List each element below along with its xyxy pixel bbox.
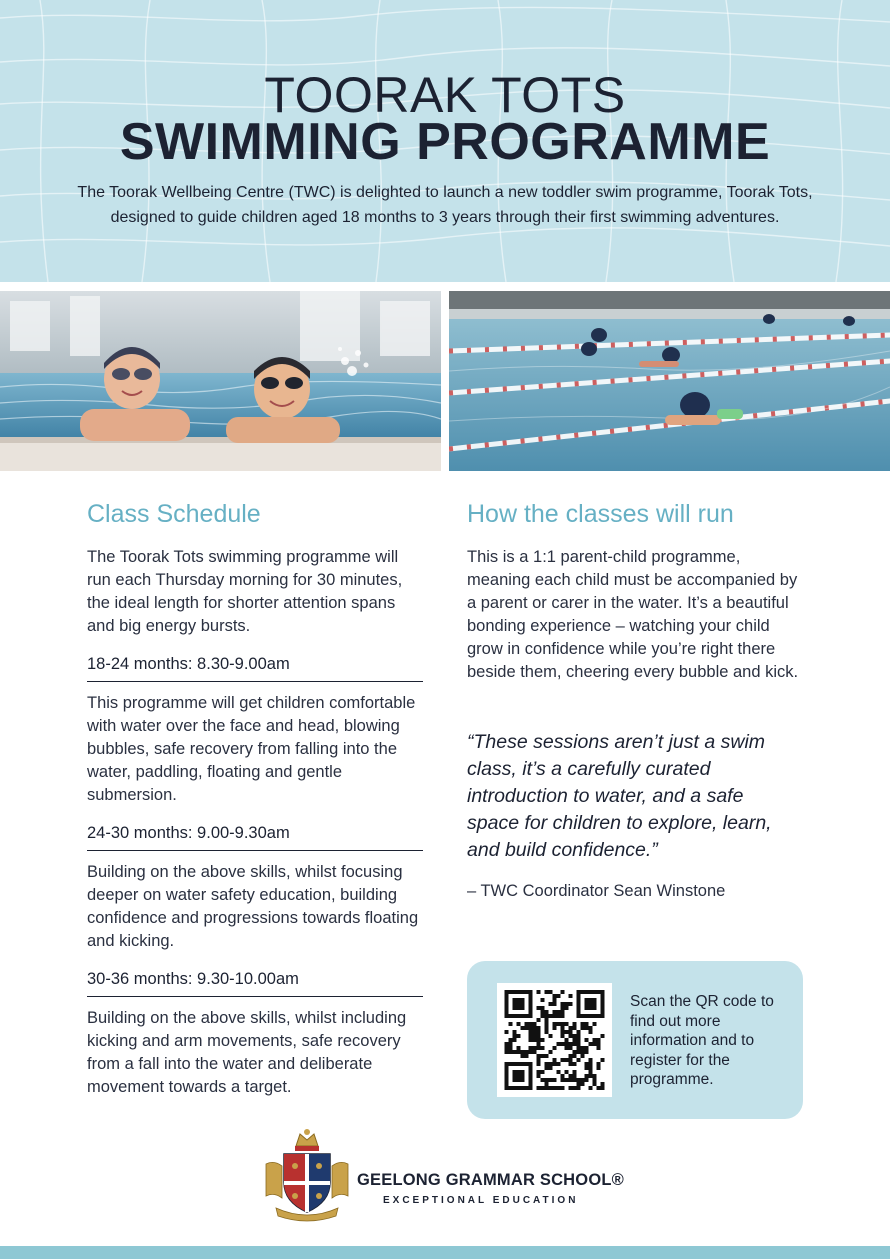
- footer-bar: [0, 1246, 890, 1259]
- how-classes-run-section: [467, 498, 807, 901]
- qr-instructions: Scan the QR code to find out more information and to register for the programme.: [630, 993, 774, 1088]
- title-line-2: SWIMMING PROGRAMME: [119, 113, 771, 171]
- intro-text: [40, 180, 850, 230]
- session-2-label: 24-30 months: 9.00-9.30am: [87, 822, 423, 851]
- intro-line-2: designed to guide children aged 18 months to 3 years through their first swimming adventures.: [110, 209, 780, 226]
- session-1-label: 18-24 months: 8.30-9.00am: [87, 653, 423, 682]
- photo-swimmers-lanes: [449, 291, 890, 471]
- school-tagline: EXCEPTIONAL EDUCATION: [383, 1195, 579, 1206]
- title-line-1: TOORAK TOTS: [264, 67, 626, 123]
- coordinator-quote: “These sessions aren’t just a swim class, it’s a carefully curated introduction to water, and a safe space for children to explore, learn, and build confidence.”: [467, 731, 772, 861]
- session-1-description: This programme will get children comfortable with water over the face and head, blowing bubbles, safe recovery from falling into the water, paddling, floating and gentle submersion.: [87, 694, 416, 804]
- quote-attribution: – TWC Coordinator Sean Winstone: [467, 882, 726, 900]
- photo-children-pool-edge: [0, 291, 441, 471]
- schedule-intro: The Toorak Tots swimming programme will run each Thursday morning for 30 minutes, the ideal length for shorter attention spans and big energy bursts.: [87, 548, 403, 635]
- qr-register-box: [467, 961, 803, 1119]
- class-schedule-section: [87, 498, 423, 1099]
- school-crest-logo: [262, 1126, 352, 1222]
- how-classes-heading: How the classes will run: [467, 500, 734, 528]
- session-3-description: Building on the above skills, whilst including kicking and arm movements, safe recovery from a fall into the water and deliberate movement towards a target.: [87, 1009, 407, 1096]
- class-schedule-heading: Class Schedule: [87, 500, 261, 528]
- session-2-description: Building on the above skills, whilst focusing deeper on water safety education, building confidence and progressions towards floating and kicking.: [87, 863, 419, 950]
- header-banner: [0, 0, 890, 282]
- school-name: GEELONG GRAMMAR SCHOOL®: [357, 1171, 625, 1189]
- intro-line-1: The Toorak Wellbeing Centre (TWC) is delighted to launch a new toddler swim programme, Toorak Tots,: [77, 184, 813, 201]
- session-3-label: 30-36 months: 9.30-10.00am: [87, 968, 423, 997]
- qr-code-icon[interactable]: [497, 983, 612, 1097]
- how-classes-body: This is a 1:1 parent-child programme, meaning each child must be accompanied by a parent or carer in the water. It’s a beautiful bonding experience – watching your child grow in confidence while you’re right there beside them, cheering every bubble and kick.: [467, 548, 799, 681]
